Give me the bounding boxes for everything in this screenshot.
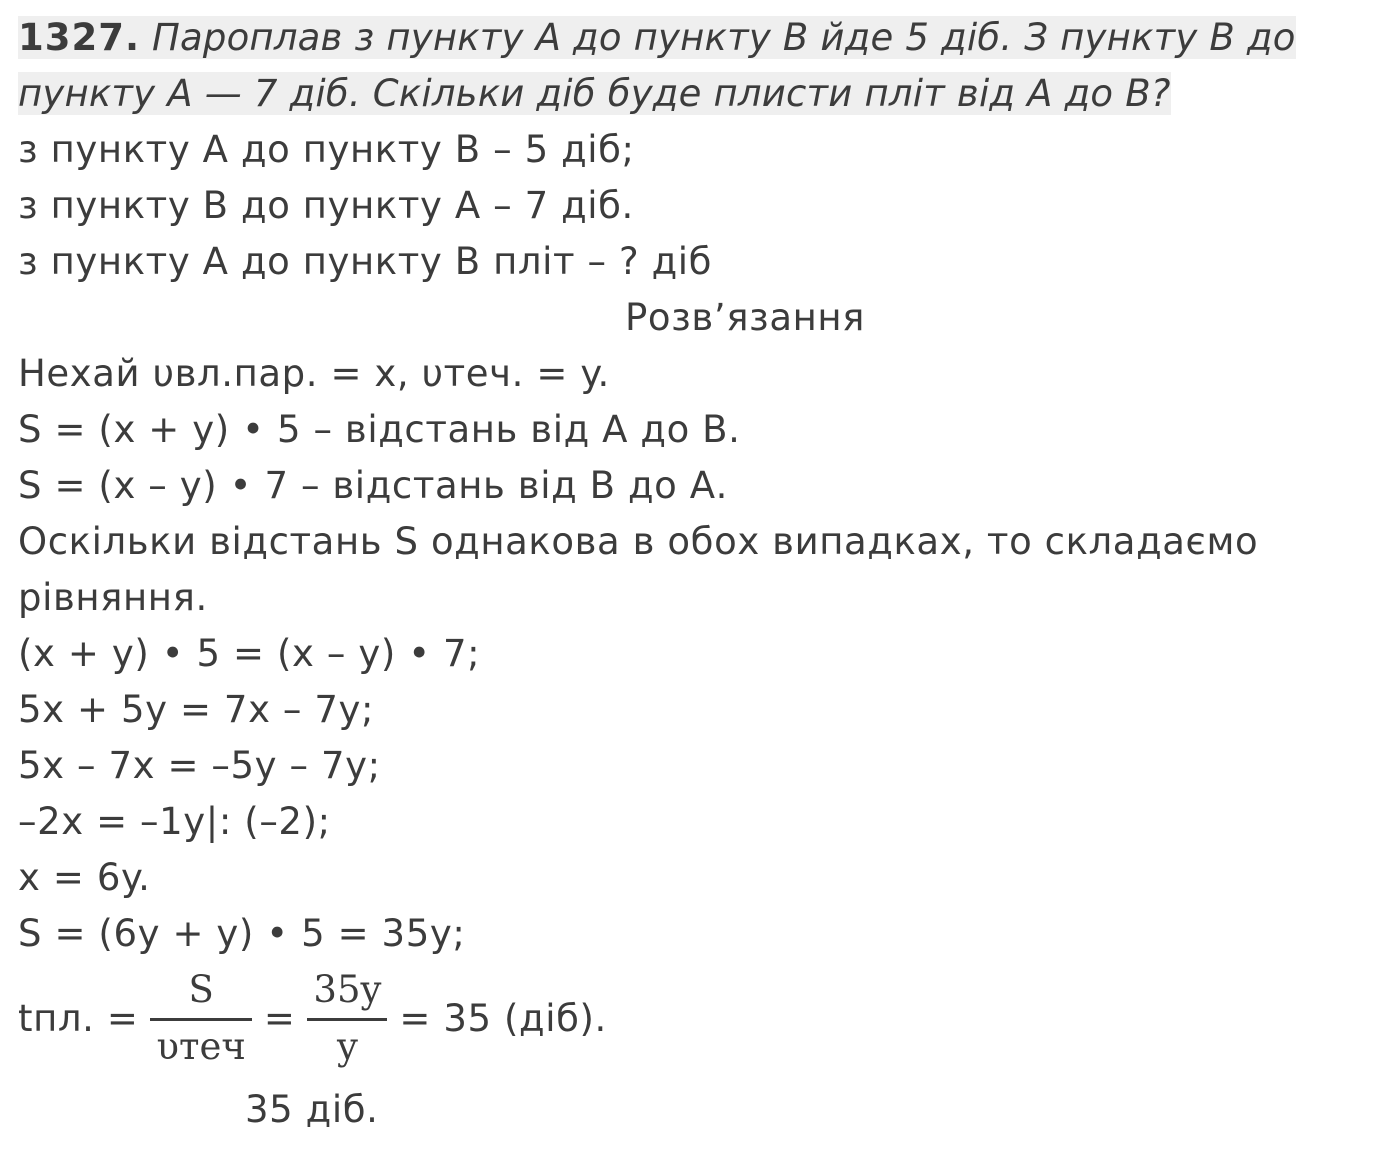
solution-line-5: рівняння. [18, 576, 208, 619]
fraction-2-denominator: y [336, 1024, 358, 1068]
given-line-2: з пункту В до пункту А – 7 діб. [18, 184, 634, 227]
solution-line-8: 5x – 7x = –5y – 7y; [18, 744, 381, 787]
solution-heading: Розв’язання [625, 296, 866, 339]
formula-lhs: tпл. = [18, 996, 139, 1040]
solution-line-11: S = (6y + y) • 5 = 35y; [18, 912, 466, 955]
fraction-s-over-v [150, 968, 251, 1069]
fraction-1-numerator: S [188, 967, 214, 1011]
solution-line-6: (x + y) • 5 = (x – y) • 7; [18, 632, 481, 675]
solution-line-7: 5x + 5y = 7x – 7y; [18, 688, 375, 731]
solution-line-1: Нехай υвл.пар. = x, υтеч. = y. [18, 352, 610, 395]
task-text-2: пункту А — 7 діб. Скільки діб буде плисти пліт від А до В? [18, 72, 1171, 115]
given-line-1: з пункту А до пункту В – 5 діб; [18, 128, 635, 171]
task-statement-line-2 [18, 66, 1171, 122]
formula-equals: = [263, 996, 296, 1040]
solution-line-3: S = (x – y) • 7 – відстань від В до А. [18, 464, 729, 507]
answer: 35 діб. [245, 1088, 379, 1131]
task-text-1: Пароплав з пункту А до пункту В йде 5 діб. З пункту В до [152, 16, 1296, 59]
solution-line-9: –2x = –1y|: (–2); [18, 800, 331, 843]
solution-line-10: x = 6y. [18, 856, 151, 899]
time-formula [18, 958, 607, 1078]
fraction-2-numerator: 35y [313, 967, 382, 1011]
fraction-35y-over-y [307, 968, 387, 1069]
given-line-3: з пункту А до пункту В пліт – ? діб [18, 240, 713, 283]
solution-line-4: Оскільки відстань S однакова в обох випадках, то складаємо [18, 520, 1259, 563]
task-statement-line-1 [18, 10, 1296, 66]
fraction-1-denominator: υтеч [156, 1024, 246, 1068]
solution-line-2: S = (x + y) • 5 – відстань від А до В. [18, 408, 741, 451]
task-number: 1327. [18, 16, 141, 59]
formula-rhs: = 35 (діб). [399, 996, 607, 1040]
